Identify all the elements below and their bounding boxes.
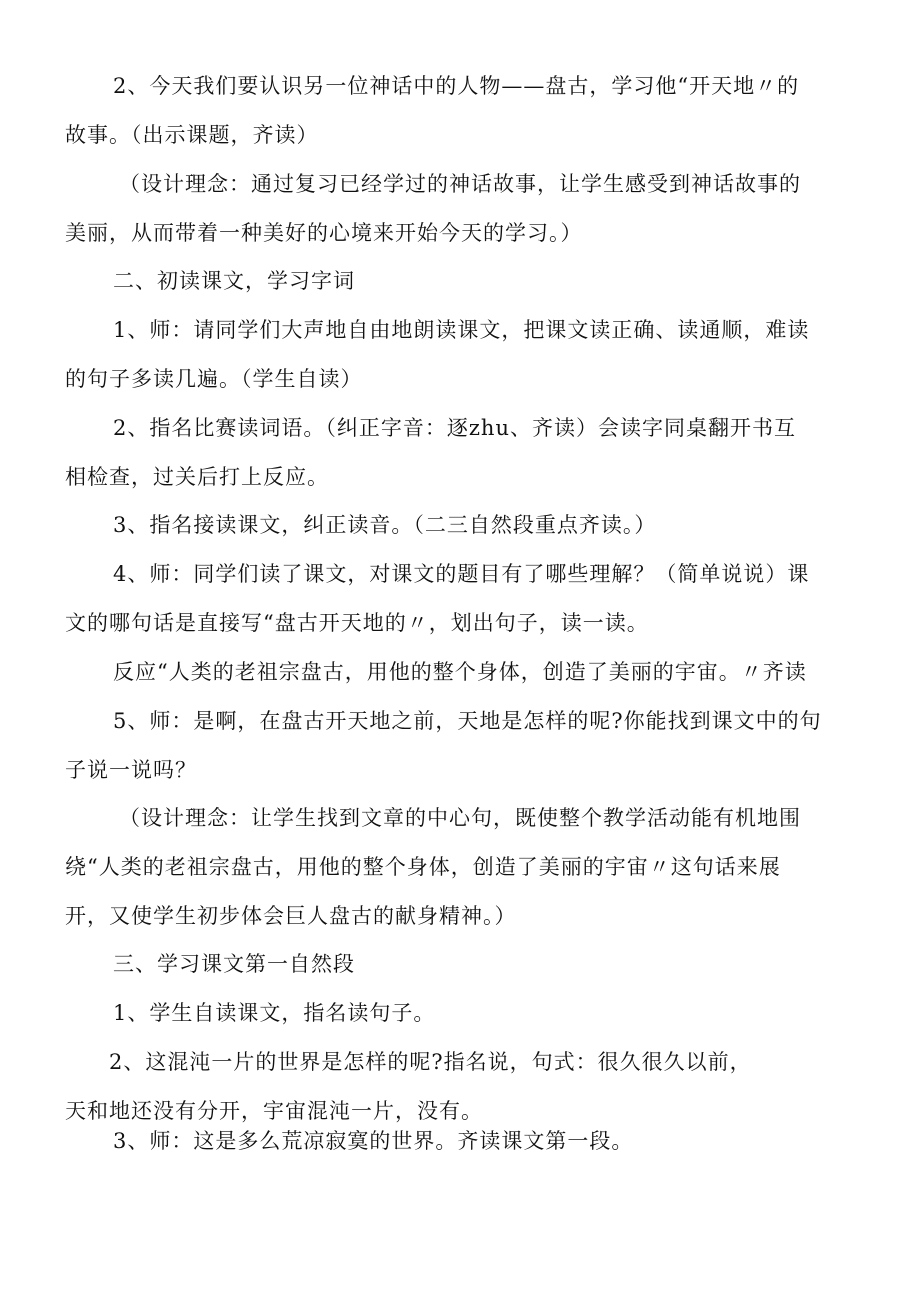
text-line: 5、师：是啊，在盘古开天地之前，天地是怎样的呢?你能找到课文中的句 bbox=[113, 709, 822, 733]
text-line: （设计理念：通过复习已经学过的神话故事，让学生感受到神话故事的 bbox=[119, 172, 801, 196]
text-line: 3、师：这是多么荒凉寂寞的世界。齐读课文第一段。 bbox=[113, 1129, 634, 1153]
paragraph-before-creation bbox=[65, 697, 855, 795]
text-line: （设计理念：让学生找到文章的中心句，既使整个教学活动能有机地围 bbox=[119, 806, 801, 830]
paragraph-word-contest bbox=[65, 404, 855, 502]
section-heading-3 bbox=[65, 940, 855, 989]
text-line: 的句子多读几遍。（学生自读） bbox=[65, 367, 363, 391]
paragraph-design-concept-1 bbox=[65, 160, 855, 258]
paragraph-title-understanding bbox=[65, 550, 855, 648]
text-line: 1、学生自读课文，指名读句子。 bbox=[113, 1001, 436, 1025]
text-line: 故事。（出示课题，齐读） bbox=[65, 123, 319, 147]
text-line: 2、今天我们要认识另一位神话中的人物——盘古，学习他“开天地〃的 bbox=[113, 74, 800, 98]
paragraph-today-pangu bbox=[65, 62, 855, 160]
section-heading-2 bbox=[65, 257, 855, 306]
text-line: 1、师：请同学们大声地自由地朗读课文，把课文读正确、读通顺，难读 bbox=[113, 318, 810, 342]
text-line: 开，又使学生初步体会巨人盘古的献身精神。） bbox=[65, 904, 517, 928]
text-line: 子说一说吗？ bbox=[65, 758, 197, 782]
text-line: 3、指名接读课文，纠正读音。（二三自然段重点齐读。） bbox=[113, 513, 657, 537]
heading-text: 二、初读课文，学习字词 bbox=[113, 269, 355, 293]
paragraph-relay-reading bbox=[65, 501, 855, 550]
text-line: 天和地还没有分开，宇宙混沌一片，没有。 bbox=[65, 1099, 483, 1123]
paragraph-desolate-world bbox=[65, 1117, 855, 1166]
text-line: 美丽，从而带着一种美好的心境来开始今天的学习。） bbox=[65, 221, 583, 245]
text-line: 2、指名比赛读词语。（纠正字音：逐zhu、齐读）会读字同桌翻开书互 bbox=[113, 416, 796, 440]
paragraph-self-reading bbox=[65, 989, 855, 1038]
text-line: 4、师：同学们读了课文，对课文的题目有了哪些理解？（简单说说）课 bbox=[113, 562, 810, 586]
text-line: 相检查，过关后打上反应。 bbox=[65, 465, 329, 489]
text-line: 绕“人类的老祖宗盘古，用他的整个身体，创造了美丽的宇宙〃这句话来展 bbox=[65, 855, 781, 879]
text-line: 反应“人类的老祖宗盘古，用他的整个身体，创造了美丽的宇宙。〃齐读 bbox=[113, 660, 807, 684]
paragraph-response-reading bbox=[65, 648, 855, 697]
heading-text: 三、学习课文第一自然段 bbox=[113, 952, 355, 976]
paragraph-read-aloud bbox=[65, 306, 855, 404]
text-line: 文的哪句话是直接写“盘古开天地的〃，划出句子，读一读。 bbox=[65, 611, 649, 635]
text-line: 2、这混沌一片的世界是怎样的呢?指名说，句式：很久很久以前， bbox=[109, 1050, 752, 1074]
paragraph-design-concept-2 bbox=[65, 794, 855, 941]
